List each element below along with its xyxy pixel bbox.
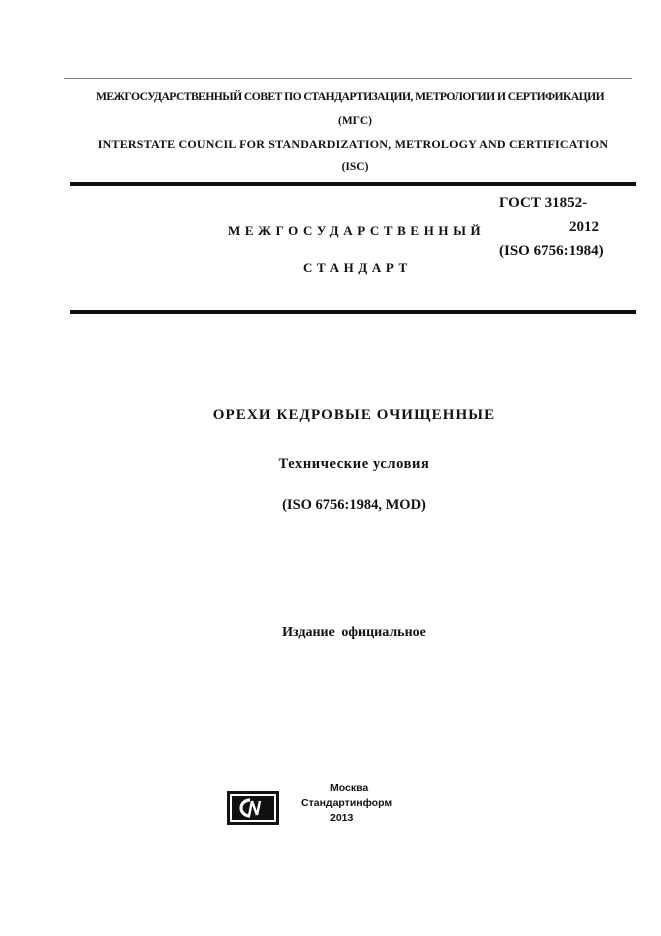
document-subtitle: Технические условия: [278, 456, 430, 472]
document-title: ОРЕХИ КЕДРОВЫЕ ОЧИЩЕННЫЕ: [212, 407, 496, 423]
standard-type-line2: СТАНДАРТ: [303, 260, 412, 275]
iso-reference: (ISO 6756:1984, MOD): [282, 497, 426, 513]
council-abbr-en: (ISC): [341, 161, 369, 173]
publisher-name: Стандартинформ: [301, 797, 393, 809]
council-name-en: INTERSTATE COUNCIL FOR STANDARDIZATION, METROLOGY AND CERTIFICATION: [97, 137, 609, 151]
header-bottom-rule: [70, 310, 636, 314]
standartinform-logo-icon: [227, 791, 279, 825]
edition-note: Издание официальное: [282, 625, 426, 640]
publication-year: 2013: [330, 812, 354, 824]
gost-iso-equivalent: (ISO 6756:1984): [499, 243, 604, 259]
standard-type-line1: МЕЖГОСУДАРСТВЕННЫЙ: [228, 223, 486, 238]
header-top-rule: [70, 182, 636, 186]
gost-number: ГОСТ 31852-: [499, 195, 588, 211]
gost-year: 2012: [569, 219, 599, 235]
top-thin-rule: [64, 78, 632, 79]
council-abbr-ru: (МГС): [338, 115, 372, 127]
council-name-ru: МЕЖГОСУДАРСТВЕННЫЙ СОВЕТ ПО СТАНДАРТИЗАЦИИ, МЕТРОЛОГИИ И СЕРТИФИКАЦИИ: [95, 90, 605, 103]
publisher-city: Москва: [330, 782, 369, 794]
